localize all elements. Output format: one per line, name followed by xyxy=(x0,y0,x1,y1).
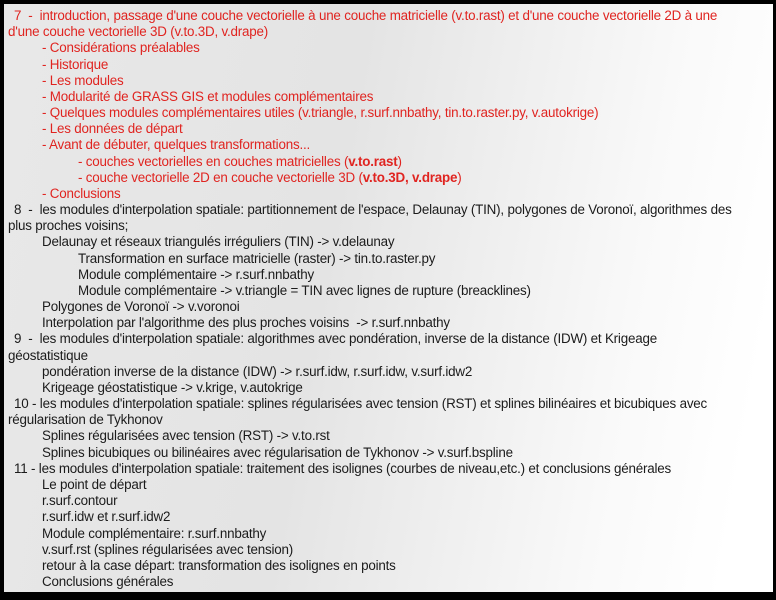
toc-line-text: r.surf.idw et r.surf.idw2 xyxy=(42,509,171,525)
toc-line-text: - Avant de débuter, quelques transformations... xyxy=(42,137,311,153)
toc-line-text: - Quelques modules complémentaires utiles (v.triangle, r.surf.nnbathy, tin.to.raster.py, v.autokrige) xyxy=(42,105,599,121)
toc-line xyxy=(8,493,773,509)
toc-line xyxy=(8,8,773,24)
toc-line-text: ) xyxy=(397,153,402,169)
toc-line xyxy=(8,73,773,89)
toc-line xyxy=(8,218,773,234)
toc-line xyxy=(8,234,773,250)
table-of-contents xyxy=(4,4,773,592)
toc-line-text: pondération inverse de la distance (IDW) -> r.surf.idw, r.surf.idw, v.surf.idw2 xyxy=(42,363,473,379)
toc-line-module-name: v.to.3D, v.drape xyxy=(362,169,458,185)
toc-line-text: régularisation de Tykhonov xyxy=(8,412,163,428)
toc-line xyxy=(8,267,773,283)
toc-line-text: - Les données de départ xyxy=(42,121,183,137)
toc-line xyxy=(8,24,773,40)
toc-line xyxy=(8,121,773,137)
toc-line xyxy=(8,299,773,315)
toc-line xyxy=(8,186,773,202)
toc-line xyxy=(8,558,773,574)
toc-line-text: 8 - les modules d'interpolation spatiale: partitionnement de l'espace, Delaunay (TIN), polygones de Voronoï, algorithmes des xyxy=(14,202,732,218)
toc-line-text: r.surf.contour xyxy=(42,493,118,509)
toc-line-text: - Historique xyxy=(42,56,109,72)
toc-line-text: - Conclusions xyxy=(42,185,121,201)
toc-line-text: 9 - les modules d'interpolation spatiale: algorithmes avec pondération, inverse de la distance (IDW) et Krigeage xyxy=(14,331,657,347)
toc-line-text: Splines régularisées avec tension (RST) -> v.to.rst xyxy=(42,428,330,444)
toc-line xyxy=(8,348,773,364)
toc-line xyxy=(8,461,773,477)
toc-line-module-name: v.to.rast xyxy=(348,153,398,169)
toc-line-text: - couches vectorielles en couches matricielles ( xyxy=(78,153,349,169)
toc-line xyxy=(8,105,773,121)
toc-line-text: Le point de départ xyxy=(42,476,147,492)
toc-line-text: retour à la case départ: transformation des isolignes en points xyxy=(42,557,396,573)
toc-line-text: - Modularité de GRASS GIS et modules complémentaires xyxy=(42,88,374,104)
toc-line xyxy=(8,380,773,396)
toc-line-text: d'une couche vectorielle 3D (v.to.3D, v.drape) xyxy=(8,24,269,40)
toc-line-text: géostatistique xyxy=(8,347,88,363)
toc-line-text: 11 - les modules d'interpolation spatiale: traitement des isolignes (courbes de niveau,etc.) et conclusions générales xyxy=(14,460,672,476)
toc-line xyxy=(8,251,773,267)
toc-line-text: - Les modules xyxy=(42,72,124,88)
toc-line-text: Transformation en surface matricielle (raster) -> tin.to.raster.py xyxy=(78,250,436,266)
toc-line xyxy=(8,574,773,590)
toc-line-text: Polygones de Voronoï -> v.voronoi xyxy=(42,299,240,315)
toc-line-text: Conclusions générales xyxy=(42,574,174,590)
toc-line xyxy=(8,396,773,412)
toc-line xyxy=(8,542,773,558)
toc-line-text: Module complémentaire: r.surf.nnbathy xyxy=(42,525,267,541)
toc-line xyxy=(8,445,773,461)
toc-line xyxy=(8,412,773,428)
toc-line xyxy=(8,526,773,542)
toc-line xyxy=(8,154,773,170)
toc-line-text: 10 - les modules d'interpolation spatiale: splines régularisées avec tension (RST) et splines bilinéaires et bicubiques avec xyxy=(14,396,708,412)
toc-line-text: Delaunay et réseaux triangulés irréguliers (TIN) -> v.delaunay xyxy=(42,234,395,250)
toc-line xyxy=(8,170,773,186)
toc-line-text: Splines bicubiques ou bilinéaires avec régularisation de Tykhonov -> v.surf.bspline xyxy=(42,444,513,460)
toc-line-text: Module complémentaire -> r.surf.nnbathy xyxy=(78,266,314,282)
toc-line xyxy=(8,477,773,493)
toc-line xyxy=(8,428,773,444)
toc-line-text: 7 - introduction, passage d'une couche vectorielle à une couche matricielle (v.to.rast) et d'une couche vectorielle 2D à une xyxy=(14,8,718,23)
toc-line xyxy=(8,509,773,525)
toc-line xyxy=(8,315,773,331)
toc-line xyxy=(8,202,773,218)
toc-line xyxy=(8,89,773,105)
toc-line xyxy=(8,283,773,299)
toc-line-text: Krigeage géostatistique -> v.krige, v.autokrige xyxy=(42,379,303,395)
toc-line-text: - couche vectorielle 2D en couche vectorielle 3D ( xyxy=(78,169,363,185)
toc-line-text: ) xyxy=(457,169,462,185)
toc-line xyxy=(8,331,773,347)
toc-line xyxy=(8,40,773,56)
toc-line xyxy=(8,137,773,153)
toc-line xyxy=(8,364,773,380)
toc-line-text: - Considérations préalables xyxy=(42,40,200,56)
toc-line xyxy=(8,57,773,73)
toc-line-text: Module complémentaire -> v.triangle = TIN avec lignes de rupture (breacklines) xyxy=(78,282,531,298)
toc-line-text: Interpolation par l'algorithme des plus proches voisins -> r.surf.nnbathy xyxy=(42,315,450,331)
toc-line-text: v.surf.rst (splines régularisées avec tension) xyxy=(42,541,294,557)
toc-line-text: plus proches voisins; xyxy=(8,218,129,234)
